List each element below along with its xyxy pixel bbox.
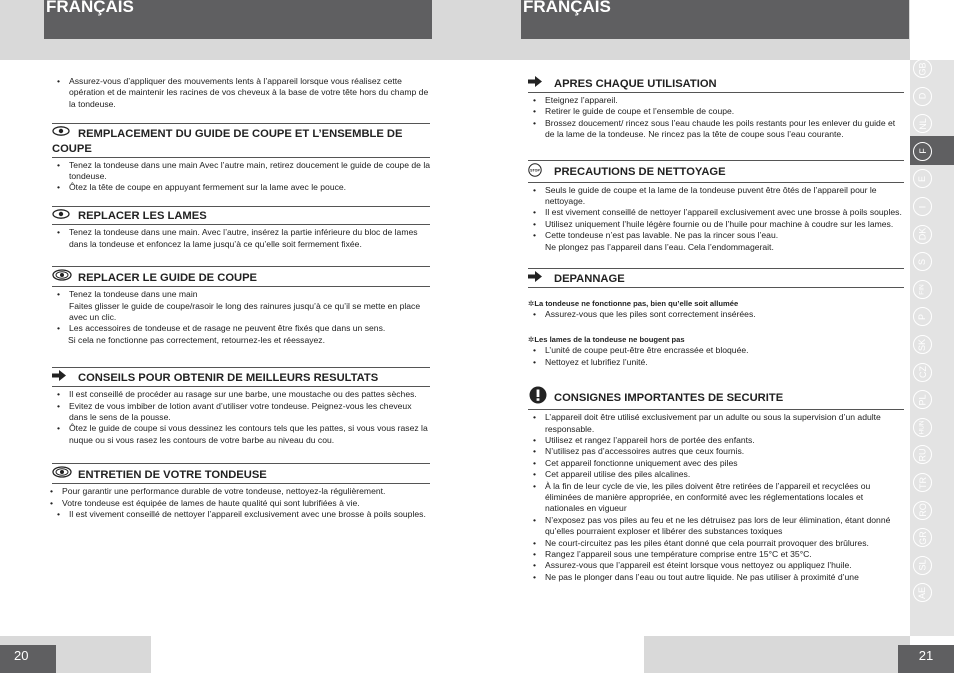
language-tab-dk[interactable] — [913, 225, 932, 244]
section-list — [52, 227, 430, 250]
language-code: F — [917, 148, 928, 155]
page-number-right: 21 — [898, 645, 954, 673]
list-item: • Cet appareil fonctionne uniquement avec des piles — [528, 458, 904, 469]
list-item: • Rangez l’appareil sous une température comprise entre 15°C et 35°C. — [528, 549, 904, 560]
eye-icon — [52, 126, 74, 141]
list-item: • N’utilisez pas d’accessoires autres que ceux fournis. — [528, 446, 904, 457]
section-replace-comb — [52, 266, 430, 346]
language-code: GB — [917, 61, 928, 76]
section-safety — [528, 384, 904, 583]
right-column — [528, 74, 904, 583]
list-item: • Seuls le guide de coupe et la lame de la tondeuse puvent être ôtés de l’appareil pour le nettoyage. — [528, 185, 904, 208]
section-list — [45, 486, 430, 509]
language-code: S — [917, 258, 928, 265]
section-tips — [52, 367, 430, 446]
list-item: • Assurez-vous que les piles sont correctement insérées. — [528, 309, 904, 320]
list-item: • Assurez-vous que l’appareil est éteint lorsque vous nettoyez ou appliquez l’huile. — [528, 560, 904, 571]
language-tab-fin[interactable] — [913, 280, 932, 299]
arrow-right-icon — [52, 370, 74, 386]
section-list — [528, 412, 904, 583]
language-code: DK — [917, 227, 928, 241]
language-tab-sl[interactable] — [913, 556, 932, 575]
list-item: • Ne court-circuitez pas les piles étant donné que cela pourrait provoquer des brûlures. — [528, 538, 904, 549]
problem-heading: ✲La tondeuse ne fonctionne pas, bien qu’elle soit allumée — [528, 299, 739, 309]
section-heading: STOP PRECAUTIONS DE NETTOYAGE — [528, 161, 904, 183]
section-list — [52, 509, 430, 520]
language-tab-i[interactable] — [913, 197, 932, 216]
language-tab-hun[interactable] — [913, 418, 932, 437]
language-tab-tr[interactable] — [913, 473, 932, 492]
section-heading: REMPLACEMENT DU GUIDE DE COUPE ET L’ENSEMBLE DE COUPE — [52, 124, 430, 157]
language-code: SL — [917, 559, 928, 571]
list-item-continuation: Ne plongez pas l’appareil dans l’eau. Cela l’endommagerait. — [545, 241, 774, 252]
section-heading: DEPANNAGE — [528, 269, 904, 288]
list-item: • Utilisez et rangez l’appareil hors de portée des enfants. — [528, 435, 904, 446]
list-item-text: Tenez la tondeuse dans une main — [69, 289, 198, 300]
language-code: CZ — [917, 366, 928, 379]
page-number-left: 20 — [0, 645, 56, 673]
section-heading: CONSIGNES IMPORTANTES DE SECURITE — [528, 384, 904, 410]
language-tab-d[interactable] — [913, 87, 932, 106]
sparkle-icon: ✲ — [528, 334, 535, 344]
section-after-use — [528, 74, 904, 141]
section-replace-guide — [52, 123, 430, 194]
left-column — [52, 76, 430, 520]
language-code: E — [917, 175, 928, 182]
page-header-left: FRANÇAIS — [44, 0, 432, 39]
language-code: RO — [917, 503, 928, 517]
list-item-text: Cette tondeuse n’est pas lavable. Ne pas la rincer sous l’eau. — [545, 230, 779, 241]
arrow-right-icon — [528, 271, 550, 287]
list-item: • Assurez-vous d’appliquer des mouvements lents à l’appareil lorsque vous réalisez cette opération et de maintenir les racines de vos cheveux à la base de votre tête hors du champ de la tondeuse. — [52, 76, 430, 110]
list-item: • Utilisez uniquement l’huile légère fournie ou de l’huile pour machine à coudre sur les lames. — [528, 219, 904, 230]
list-item: • N’exposez pas vos piles au feu et ne les détruisez pas lors de leur élimination, étant donné qu’elles pourraient exploser et libérer des substances toxiques — [528, 515, 904, 538]
list-item: • Nettoyez et lubrifiez l’unité. — [528, 357, 904, 368]
list-item: • Tenez la tondeuse dans une main. Avec l’autre, insérez la partie inférieure du bloc de lames dans la tondeuse et enfoncez la lame jusqu’à ce qu’elle soit fermement fixée. — [52, 227, 430, 250]
language-code: TR — [917, 476, 928, 489]
list-item: • Il est vivement conseillé de nettoyer l’appareil exclusivement avec une brosse à poils souples. — [528, 207, 904, 218]
list-item: • Brossez doucement/ rincez sous l’eau chaude les poils restants pour les enlever du guide et de la lame de la tondeuse. Ne rincez pas la tête de coupe sous l’eau courante. — [528, 118, 904, 141]
language-code: D — [917, 92, 928, 100]
list-item: • Retirer le guide de coupe et l’ensemble de coupe. — [528, 106, 904, 117]
list-item — [528, 230, 904, 253]
note-text: Si cela ne fonctionne pas correctement, retournez-les et réessayez. — [68, 334, 325, 345]
language-code: FIN — [918, 284, 926, 295]
list-item: • Pour garantir une performance durable de votre tondeuse, nettoyez-la régulièrement. — [45, 486, 430, 497]
language-tab-sk[interactable] — [913, 335, 932, 354]
list-item: • Votre tondeuse est équipée de lames de haute qualité qui sont lubrifiées à vie. — [45, 498, 430, 509]
eye-icon — [52, 269, 74, 286]
language-tab-f[interactable] — [913, 142, 932, 161]
eye-icon — [52, 466, 74, 483]
language-code: AE — [917, 586, 928, 599]
list-item: • Les accessoires de tondeuse et de rasage ne peuvent être fixés que dans un sens. — [52, 323, 430, 334]
language-code: P — [917, 313, 928, 320]
language-code: RU — [917, 448, 928, 462]
warning-icon — [528, 386, 550, 409]
section-heading: CONSEILS POUR OBTENIR DE MEILLEURS RESULTATS — [52, 368, 430, 387]
list-item: • L’appareil doit être utilisé exclusivement par un adulte ou sous la supervision d’un adulte responsable. — [528, 412, 904, 435]
list-item: • Ôtez le guide de coupe si vous dessinez les contours tels que les pattes, si vous vous rasez la nuque ou si vous rasez les contours de votre barbe au niveau du cou. — [52, 423, 430, 446]
sparkle-icon: ✲ — [528, 299, 535, 309]
section-heading: APRES CHAQUE UTILISATION — [528, 74, 904, 93]
section-troubleshooting — [528, 268, 904, 368]
stop-icon — [528, 163, 550, 182]
problem-heading: ✲Les lames de la tondeuse ne bougent pas — [528, 334, 685, 344]
list-item — [52, 289, 430, 323]
list-item: • Ne pas le plonger dans l’eau ou tout autre liquide. Ne pas utiliser à proximité d’une — [528, 572, 904, 583]
page-header-right: FRANÇAIS — [521, 0, 909, 39]
list-item: • Tenez la tondeuse dans une main Avec l’autre main, retirez doucement le guide de coupe de la tondeuse. — [52, 160, 430, 183]
list-item-continuation: Faites glisser le guide de coupe/rasoir le long des rainures jusqu’à ce qu’il se mette en place avec un clic. — [69, 300, 421, 322]
list-item: • À la fin de leur cycle de vie, les piles doivent être retirées de l’appareil et recyclées ou éliminées de manière appropriée, en conformité avec les réglementations locales et nationales en vigueur — [528, 481, 904, 515]
language-code: PL — [917, 394, 928, 406]
section-cleaning-precautions — [528, 160, 904, 253]
language-tab-gb[interactable] — [913, 59, 932, 78]
section-list — [528, 309, 904, 320]
language-code: I — [917, 205, 928, 208]
stop-label: STOP — [530, 168, 540, 173]
list-item: • Evitez de vous imbiber de lotion avant d’utiliser votre tondeuse. Peignez-vous les cheveux dans le sens de la pousse. — [52, 401, 430, 424]
section-list — [52, 389, 430, 446]
bottom-gap — [151, 636, 644, 673]
language-code: SK — [917, 338, 928, 351]
intro-list — [52, 76, 430, 110]
section-replace-blades — [52, 206, 430, 250]
list-item: • Ôtez la tête de coupe en appuyant fermement sur la lame avec le pouce. — [52, 182, 430, 193]
language-code: HUN — [919, 420, 926, 435]
eye-icon — [52, 209, 74, 224]
language-tab-ro[interactable] — [913, 501, 932, 520]
section-maintenance — [52, 463, 430, 520]
list-item: • Eteignez l’appareil. — [528, 95, 904, 106]
section-list — [528, 345, 904, 368]
section-list — [528, 185, 904, 253]
list-item: • Cet appareil utilise des piles alcalines. — [528, 469, 904, 480]
language-code: GR — [917, 530, 928, 545]
language-code: NL — [917, 117, 928, 130]
list-item: • Il est conseillé de procéder au rasage sur une barbe, une moustache ou des pattes sèches. — [52, 389, 430, 400]
list-item: • L’unité de coupe peut-être être encrassée et bloquée. — [528, 345, 904, 356]
section-heading: REPLACER LES LAMES — [52, 207, 430, 225]
section-list — [528, 95, 904, 141]
section-heading: REPLACER LE GUIDE DE COUPE — [52, 267, 430, 287]
section-list — [52, 289, 430, 335]
arrow-right-icon — [528, 76, 550, 92]
section-list — [52, 160, 430, 194]
list-item: • Il est vivement conseillé de nettoyer l’appareil exclusivement avec une brosse à poils souples. — [52, 509, 430, 520]
language-tab-cz[interactable] — [913, 363, 932, 382]
section-heading: ENTRETIEN DE VOTRE TONDEUSE — [52, 464, 430, 484]
